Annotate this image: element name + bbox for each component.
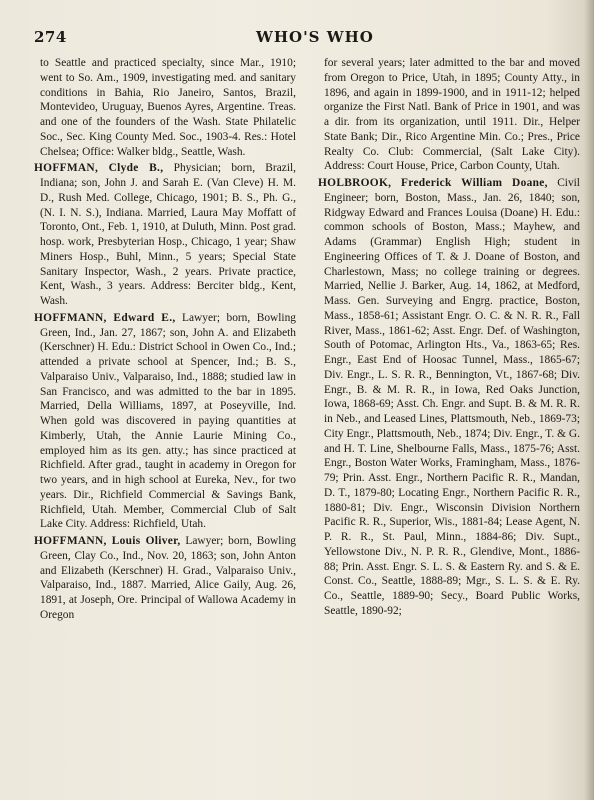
entry-text: for several years; later admitted to the bar and moved from Oregon to Price, Utah, in 1895; County Atty., in 1896, and again in 1899-1900, and in 1911-12; helped organize the First Natl. Bank of Price in 1901, and was a dir. from its organization, until 1911. Dir., Helper State Bank; Dir., Rico Argentine Min. Co.; Pres., Price Realty Co. Club: Commercial, (Salt Lake City). Address: Court House, Price, Carbon County, Utah. xyxy=(324,57,580,173)
bio-entry xyxy=(34,534,296,623)
left-column xyxy=(34,56,296,625)
bio-entry xyxy=(34,161,296,309)
entry-name: HOFFMANN, Louis Oliver, xyxy=(34,535,181,547)
right-column xyxy=(318,56,580,621)
bio-entry xyxy=(318,56,580,174)
entry-text: Civil Engineer; born, Boston, Mass., Jan. 26, 1840; son, Ridgway Edward and Frances Louisa (Doane) H. Edu.: common schools of Boston, Mass.; Mayhew, and Adams (Grammar) English High; student in Engineering Offices of T. & J. Doane of Boston, and Charlestown, Mass; no college training or degrees. Married, Nellie J. Barker, Aug. 14, 1862, at Medford, Mass. Gen. Surveying and Engrg. practice, Boston, Mass., 1858-61; Assistant Engr. O. C. & N. R. R., Fall River, Mass., 1861-62; Asst. Engr. Def. of Washington, South of Potomac, Arlington Hts., Va., 1863-65; Res. Engr., East End of Hoosac Tunnel, Mass., 1865-67; Div. Engr., L. S. R. R., Bennington, Vt., 1867-68; Div. Engr., B. & M. R. R., in Iowa, Red Oaks Junction, Iowa, 1868-69; Asst. Ch. Engr. and Supt. B. & M. R. R. in Neb., and Leased Lines, Plattsmouth, Neb., 1869-73; City Engr., Plattsmouth, Neb., 1874; Div. Engr., T. & G. and H. T. Line, Shelbourne Falls, Mass., 1875-76; Asst. Engr., Boston Water Works, Framingham, Mass., 1876-79; Prin. Asst. Engr., Northern Pacific R. R., Mandan, D. T., 1879-80; Locating Engr., Northern Pacific R. R., 1880-81; Div. Engr., Wisconsin Division Northern Pacific R. R., Superior, Wis., 1881-84; Lease Agent, N. P. R. R., St. Paul, Minn., 1884-86; Div. Supt., Yellowstone Div., N. P. R. R., Glendive, Mont., 1886-88; Prin. Asst. Engr. S. L. S. & Eastern Ry. and S. & E. Const. Co., Seattle, 1888-89; Mgr., S. L. S. & E. Ry. Co., Seattle, 1889-90; Secy., Board Public Works, Seattle, 1890-92; xyxy=(324,177,580,617)
running-head: WHO'S WHO xyxy=(256,28,374,46)
entry-text: Lawyer; born, Bowling Green, Clay Co., Ind., Nov. 20, 1863; son, John Anton and Elizabeth (Kerschner) H. Grad., Valparaiso Univ., Valparaiso, Ind., 1887. Married, Alice Gaily, Aug. 26, 1891, at Joseph, Ore. Principal of Wallowa Academy in Oregon xyxy=(40,535,296,621)
bio-entry xyxy=(34,311,296,532)
page-number: 274 xyxy=(34,28,67,46)
entry-text: Lawyer; born, Bowling Green, Ind., Jan. 27, 1867; son, John A. and Elizabeth (Kerschner) H. Edu.: District School in Owen Co., Ind.; attended a private school at Spencer, Ind.; B. S., Valparaiso Univ., Valparaiso, Ind., 1888; studied law in San Francisco, and was admitted to the bar in 1895. Married, Della Williams, 1897, at Poseyville, Ind. When gold was discovered in paying quantities at Kimberly, Utah, the Annie Laurie Mining Co., employed him as its gen. atty.; has since practiced at Richfield. After grad., taught in academy in Oregon for two years, and in high school at Eureka, Nev., for two years. Dir., Richfield Commercial & Savings Bank, Richfield, Utah. Member, Commercial Club of Salt Lake City. Address: Richfield, Utah. xyxy=(40,311,296,531)
entry-name: HOLBROOK, Frederick William Doane, xyxy=(318,177,548,189)
page-header xyxy=(34,28,560,48)
book-spine-shadow xyxy=(584,0,594,800)
entry-text: to Seattle and practiced specialty, since Mar., 1910; went to So. Am., 1909, investigating med. and sanitary conditions in Bahia, Rio Janeiro, Santos, Brazil, Montevideo, Uruguay, Buenos Ayres, Argentine. Treas. and one of the founders of the Wash. State Philatelic Soc., Sec. King County Med. Soc., 1903-4. Res.: Hotel Chelsea; Office: Walker bldg., Seattle, Wash. xyxy=(40,57,296,158)
bio-entry xyxy=(318,176,580,619)
bio-entry xyxy=(34,56,296,159)
entry-text: Physician; born, Brazil, Indiana; son, John J. and Sarah E. (Van Cleve) H. M. D., Rush Med. College, Chicago, 1901; B. S., Ph. G., (N. I. N. S.), Indiana. Married, Laura May Moffatt of Toronto, Ont., Feb. 1, 1910, at Duluth, Minn. Post grad. hosp. work, Presbyterian Hosp., Chicago, 1 year; Shaw Miners Hosp., Buhl, Minn., 5 years; Special State Sanitary Inspector, Wash., 2 years. Private practice, Kent, Wash., 3 years. Address: Berciter bldg., Kent, Wash. xyxy=(40,162,296,307)
entry-name: HOFFMANN, Edward E., xyxy=(34,311,176,324)
entry-name: HOFFMAN, Clyde B., xyxy=(34,162,164,175)
